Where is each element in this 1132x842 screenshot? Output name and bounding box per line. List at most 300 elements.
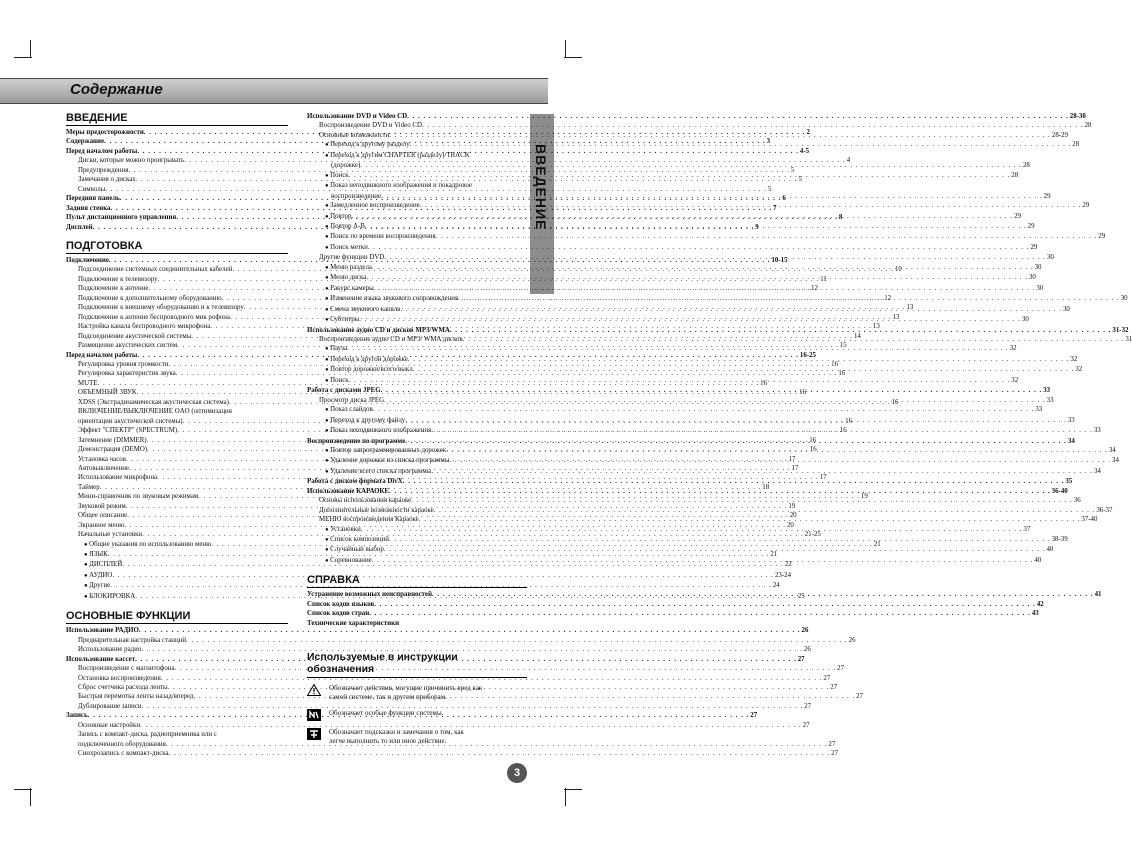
toc-entry-page: 21-25: [804, 531, 821, 539]
toc-entry-page: 34: [1112, 457, 1119, 465]
toc-entry-page: 20: [789, 512, 797, 520]
toc-entry-title: Настройка канала беспроводного микрофона: [78, 323, 211, 331]
section-heading: ОСНОВНЫЕ ФУНКЦИИ: [66, 610, 288, 624]
dot-leader: [389, 535, 1051, 545]
toc-entry-page: 27: [750, 712, 758, 720]
dot-leader: [400, 305, 1062, 315]
toc-entry-page: 28-30: [1069, 113, 1086, 120]
toc-entry-title: Дублирование записи: [78, 702, 142, 710]
toc-entry[interactable]: [66, 407, 288, 416]
toc-entry-page: 43: [1031, 610, 1039, 618]
toc-entry-title: Передняя панель: [66, 195, 120, 203]
toc-entry-title: ● Поиск: [325, 171, 349, 181]
toc-entry-title: ● Субтитры: [325, 315, 359, 325]
toc-entry-title: Подключение к дополнительному оборудованию: [78, 294, 222, 302]
dot-leader: [436, 232, 1098, 242]
toc-entry-title: Размещение акустических систем: [78, 342, 178, 350]
dot-leader: [458, 294, 1120, 304]
crop-mark: [14, 57, 32, 58]
dot-leader: [389, 131, 1051, 140]
toc-entry-page: 20: [786, 521, 794, 529]
toc-entry-title: ● Поиск по времени воспроизведения: [325, 232, 436, 242]
toc-entry-page: 11: [820, 275, 827, 283]
dot-leader: [384, 396, 1046, 405]
toc-entry-title: Диски, которые можно проигрывать: [78, 157, 185, 165]
toc-entry-title: ● Показ неподвижного изображения и покадровое: [325, 181, 472, 191]
toc-entry[interactable]: [307, 181, 527, 191]
toc-entry[interactable]: [307, 405, 1043, 415]
toc-entry-page: 30: [1062, 305, 1070, 313]
dot-leader: [372, 556, 1034, 566]
dot-leader: [472, 181, 526, 191]
toc-entry-title: ОБЪЕМНЫЙ ЗВУК: [78, 389, 137, 397]
dot-leader: [413, 365, 1075, 375]
toc-entry-page: 7: [773, 204, 777, 212]
toc-entry-title: ● Повтор дорожки/всего/выкл: [325, 365, 413, 375]
toc-entry-title: Работа с диском формата DivX: [307, 478, 403, 486]
toc-entry-title: ● ДИСПЛЕЙ: [84, 560, 122, 570]
special-function-icon: [307, 709, 321, 721]
toc-entry-title: ● Удаление всего списка программы: [325, 467, 431, 477]
dot-leader: [434, 506, 1096, 515]
dot-leader: [405, 416, 1067, 426]
toc-entry-title: Установка часов: [78, 455, 126, 463]
crop-mark: [30, 788, 31, 806]
toc-entry-page: 19: [860, 493, 868, 501]
toc-entry-title: Основные возможности: [319, 131, 390, 139]
toc-entry-title: XDSS (Экстрадинамическая акустическая система): [78, 398, 229, 406]
toc-entry-title: Воспроизведение с магнитофона: [78, 665, 175, 673]
dot-leader: [432, 590, 1094, 599]
dot-leader: [419, 515, 1081, 524]
toc-entry-page: 24: [772, 582, 780, 590]
toc-entry-page: 30: [1034, 263, 1042, 271]
toc-entry-page: 5: [767, 185, 772, 193]
toc-entry-page: 9: [755, 223, 759, 231]
toc-entry-title: Дополнительные возможности караоке: [319, 506, 434, 514]
legend-item: [307, 684, 527, 702]
toc-entry-title: Замечания о дисках: [78, 176, 136, 184]
toc-entry-title: Подключение к антенне: [78, 285, 149, 293]
toc-entry[interactable]: [66, 156, 851, 165]
toc-entry-title: Предварительная настройка станций: [78, 636, 187, 644]
dot-leader: [450, 326, 1112, 335]
dot-leader: [374, 284, 1036, 294]
toc-entry-page: 41: [1094, 591, 1102, 599]
toc-entry[interactable]: [66, 730, 288, 739]
toc-entry-page: 34: [1093, 467, 1101, 475]
page-number: 3: [507, 763, 527, 783]
dot-leader: [368, 243, 1030, 253]
toc-entry-page: 16: [809, 436, 817, 444]
toc-entry-page: 16: [891, 398, 899, 406]
dot-leader: [405, 437, 1067, 446]
toc-entry[interactable]: [66, 664, 845, 673]
toc-entry-page: 28: [1084, 122, 1092, 130]
toc-entry-title: MUTE: [78, 379, 98, 387]
toc-entry[interactable]: [307, 192, 1051, 201]
toc-entry-page: 16: [831, 360, 839, 368]
toc-entry-page: 21: [873, 540, 881, 548]
dot-leader: [369, 609, 1031, 618]
toc-entry-title: Пульт дистанционного управления: [66, 214, 177, 222]
toc-entry-page: 37: [1023, 525, 1031, 533]
legend-item: [307, 728, 527, 746]
toc-entry-page: 33: [1035, 406, 1043, 414]
toc-entry-title: Воспроизведение DVD и Video CD: [319, 122, 422, 130]
dot-leader: [349, 376, 1011, 386]
page-title: Содержание: [70, 81, 163, 98]
dot-leader: [365, 222, 1027, 232]
toc-entry-title: ● Замедленное воспроизведение: [325, 201, 420, 211]
toc-entry-page: 16: [809, 446, 817, 454]
toc-entry-title: Использование радио: [78, 646, 142, 654]
toc-entry-page: 28: [1022, 162, 1030, 170]
toc-entry-page: 29: [1014, 212, 1021, 220]
toc-entry-title: ● АУДИО: [84, 571, 112, 581]
toc-entry-title: Остановка воспроизведения: [78, 674, 161, 682]
warning-triangle-icon: [307, 684, 321, 696]
legend-text: Обозначает действия, могущие причинить вред как: [329, 684, 483, 692]
toc-entry[interactable]: [307, 243, 1038, 253]
toc-entry-page: 14: [853, 332, 861, 340]
toc-entry-page: 32: [1070, 355, 1078, 363]
toc-entry-page: 36-40: [1051, 487, 1068, 495]
toc-entry[interactable]: [66, 674, 831, 683]
toc-entry-page: 16: [839, 427, 847, 435]
toc-entry-page: 12: [811, 285, 818, 293]
toc-entry-page: 30: [1021, 316, 1029, 324]
toc-entry-page: 13: [906, 304, 914, 312]
toc-entry[interactable]: [307, 600, 1044, 609]
toc-entry-page: 8: [838, 214, 843, 222]
toc-entry-page: 27: [797, 655, 805, 663]
toc-entry-title: Просмотр диска JPEG: [319, 396, 385, 404]
toc-entry[interactable]: [66, 749, 839, 758]
toc-entry[interactable]: [307, 619, 527, 628]
toc-entry-title: Список кодов языков: [307, 600, 375, 608]
toc-entry-title: Дисплей: [66, 223, 93, 231]
toc-entry-page: 12: [884, 294, 892, 302]
dot-leader: [449, 456, 1111, 466]
toc-entry-page: 27: [828, 740, 836, 748]
toc-entry-page: 16: [760, 379, 768, 387]
toc-entry-page: 4-5: [799, 147, 810, 155]
dot-leader: [431, 467, 1093, 477]
toc-entry-title: Использование кассет: [66, 655, 136, 663]
toc-entry-page: 16: [799, 389, 807, 397]
toc-entry-title: Затемнение (DIMMER): [78, 436, 147, 444]
toc-entry-title: ● Ракурс камеры: [325, 284, 374, 294]
toc-entry[interactable]: [307, 171, 1019, 181]
toc-entry[interactable]: [307, 151, 527, 161]
toc-entry-page: 33: [1093, 427, 1101, 435]
toc-entry-title: Использование аудио CD и дисков MP3/WMA: [307, 326, 450, 334]
toc-entry-page: 31-32: [1112, 326, 1129, 334]
toc-entry-title: Начальные установки: [78, 531, 143, 539]
section-heading: ВВЕДЕНИЕ: [66, 112, 288, 126]
toc-entry-title: Демонстрация (DEMO): [78, 446, 148, 454]
toc-entry-title: Задняя стенка: [66, 204, 111, 212]
toc-entry-page: 27: [856, 693, 864, 701]
toc-entry-title: ● Поиск: [325, 376, 349, 386]
toc-entry-page: 15: [839, 342, 847, 350]
toc-entry[interactable]: [307, 609, 1039, 618]
toc-entry-title: Подключение: [66, 256, 109, 264]
toc-entry[interactable]: [66, 626, 809, 635]
toc-entry[interactable]: [66, 721, 810, 730]
toc-entry-page: 36-37: [1096, 506, 1113, 514]
toc-entry[interactable]: [307, 121, 1092, 130]
dot-leader: [384, 545, 1046, 555]
toc-entry-page: 29: [1082, 202, 1090, 210]
toc-entry-page: 26: [803, 646, 811, 654]
toc-entry-title: ● Повтор запрограммированных дорожек: [325, 446, 446, 456]
toc-entry-page: 18: [762, 483, 770, 491]
toc-entry-title: Содержание: [66, 138, 105, 146]
toc-entry-page: 29: [1098, 233, 1106, 241]
toc-entry-title: ● Переход к другому разделу: [325, 140, 410, 150]
dot-leader: [361, 525, 1023, 535]
toc-entry-page: 5: [791, 166, 795, 174]
toc-entry-title: ВКЛЮЧЕНИЕ/ВЫКЛЮЧЕНИЕ OAO (оптимизация: [78, 408, 232, 416]
toc-entry-title: ● Изменение языка звукового сопровождения: [325, 294, 458, 304]
toc-entry-title: Основы использования караоке: [319, 497, 412, 505]
toc-entry-title: Другие функции DVD: [319, 254, 385, 262]
toc-entry-title: ● Случайный выбор: [325, 545, 384, 555]
toc-entry[interactable]: [66, 655, 805, 664]
toc-entry-title: Предупреждения: [78, 166, 129, 174]
toc-entry-title: ● Поиск метки: [325, 243, 368, 253]
toc-entry-page: 33: [1067, 416, 1075, 424]
toc-entry-title: Подсоединение акустической системы: [78, 332, 192, 340]
toc-entry-title: ● Показ неподвижного изображения: [325, 426, 431, 436]
toc-entry-title: Перед началом работы: [66, 351, 138, 359]
toc-entry-title: Таймер: [78, 483, 100, 491]
toc-entry-page: [526, 181, 527, 191]
toc-entry-title: Воспроизведение по программе: [307, 437, 406, 445]
legend: [307, 651, 527, 753]
dot-leader: [407, 112, 1069, 121]
toc-entry-page: 27: [823, 674, 831, 682]
toc-entry-page: 23-24: [774, 571, 792, 579]
toc-entry[interactable]: [66, 581, 780, 591]
toc-entry-title: ● Список композиций: [325, 535, 389, 545]
toc-entry[interactable]: [307, 201, 1090, 211]
toc-entry-title: ● Соревнование: [325, 556, 372, 566]
toc-entry-page: 17: [819, 474, 827, 482]
header-bar: [0, 78, 548, 104]
dot-leader: [366, 273, 1028, 283]
toc-entry-page: 3: [766, 138, 771, 146]
toc-entry-page: 30: [1036, 284, 1044, 292]
toc-entry-title: ● Переход к другой дорожке: [325, 355, 408, 365]
toc-entry-title: Символы: [78, 185, 106, 193]
toc-entry-page: 22: [784, 561, 792, 569]
toc-entry-page: 5: [798, 176, 802, 184]
toc-entry[interactable]: [307, 112, 1086, 121]
crop-mark: [30, 40, 31, 58]
toc-entry-title: Эффект "СПЕКТР" (SPECTRUM): [78, 427, 178, 435]
toc-entry-title: Подключение к телевизору: [78, 275, 158, 283]
dot-leader: [373, 405, 1035, 415]
toc-entry-title: Список кодов стран: [307, 610, 370, 618]
dot-leader: [446, 446, 1108, 456]
toc-entry-page: 6: [782, 195, 786, 203]
toc-entry-title: ● Показ слайдов: [325, 405, 373, 415]
toc-entry-page: 27: [804, 702, 812, 710]
toc-entry-page: 30: [1120, 295, 1128, 303]
toc-entry-page: 27: [830, 684, 838, 692]
legend-item: [307, 709, 527, 721]
toc-entry-title: Автовыключение: [78, 464, 129, 472]
toc-entry-title: Использование DVD и Video CD: [307, 113, 408, 120]
toc-entry[interactable]: [307, 131, 1068, 140]
legend-text: самой системе, так и другим приборам.: [329, 693, 447, 701]
toc-entry-page: 2: [806, 129, 810, 136]
toc-entry-page: 29: [1027, 222, 1035, 230]
toc-entry-page: 34: [1067, 437, 1075, 445]
crop-mark: [565, 40, 566, 58]
toc-entry[interactable]: [66, 530, 821, 539]
toc-entry-title: Основные настройки: [78, 721, 141, 729]
toc-entry-title: подключенного оборудования: [78, 740, 166, 748]
dot-leader: [381, 386, 1043, 395]
toc-entry[interactable]: [66, 645, 811, 654]
crop-mark: [14, 789, 32, 790]
toc-entry-page: 13: [892, 313, 900, 321]
toc-entry-title: Использование РАДИО: [66, 627, 139, 635]
toc-entry-page: 29: [1043, 192, 1051, 200]
dot-leader: [347, 344, 1009, 354]
toc-entry-page: 13: [872, 323, 880, 331]
dot-leader: [408, 355, 1070, 365]
toc-entry-title: ● Другие: [84, 581, 110, 591]
toc-entry[interactable]: [307, 326, 1129, 335]
toc-entry-title: Звуковой режим: [78, 502, 126, 510]
toc-entry-page: [526, 619, 527, 628]
toc-entry-page: 28-29: [1051, 131, 1068, 139]
toc-entry[interactable]: [307, 161, 1030, 170]
toc-entry-title: Сброс счетчика расхода ленты: [78, 684, 168, 692]
crop-mark: [565, 788, 566, 806]
toc-entry-title: Запись: [66, 712, 88, 720]
dot-leader: [420, 201, 1082, 211]
toc-entry-title: Перед началом работы: [66, 147, 138, 155]
dot-leader: [349, 171, 1011, 181]
dot-leader: [372, 263, 1034, 273]
toc-entry-title: ● БЛОКИРОВКА: [84, 592, 135, 602]
toc-entry-page: 35: [1065, 478, 1073, 486]
toc-entry-page: 21: [770, 551, 778, 559]
dot-leader: [399, 619, 526, 628]
toc-entry-title: ● Повтор A-B: [325, 222, 365, 232]
dot-leader: [463, 335, 1125, 344]
toc-entry-page: 25: [797, 592, 805, 600]
toc-entry-page: 40: [1046, 546, 1054, 554]
toc-entry-page: [526, 151, 527, 161]
toc-entry-page: 33: [1043, 387, 1051, 395]
dot-leader: [351, 212, 1013, 222]
legend-text: Обозначает особые функции системы.: [329, 709, 444, 717]
tip-note-icon: [307, 728, 321, 740]
toc-entry-title: Подключение к антенне беспроводного мик рофона: [78, 313, 230, 321]
toc-entry-title: ориентации акустической системы): [78, 417, 183, 425]
dot-leader: [381, 192, 1043, 201]
toc-entry-title: Экранное меню: [78, 521, 125, 529]
toc-entry-page: 19: [788, 502, 796, 510]
toc-entry-title: ● Установки: [325, 525, 361, 535]
toc-entry-title: Использование микрофона: [78, 474, 158, 482]
toc-entry-page: [287, 407, 288, 416]
toc-entry[interactable]: [66, 360, 839, 369]
toc-entry-page: 17: [791, 464, 799, 472]
toc-entry[interactable]: [66, 636, 856, 645]
crop-mark: [564, 57, 582, 58]
toc-entry-page: 26: [801, 627, 809, 635]
toc-entry-title: МЕНЮ воспроизведения Караоке: [319, 516, 419, 524]
toc-entry[interactable]: [307, 212, 1021, 222]
crop-mark: [564, 789, 582, 790]
toc-entry-page: 27: [802, 721, 810, 729]
toc-entry-page: 37-40: [1081, 516, 1098, 524]
toc-entry-page: 27: [831, 750, 839, 758]
toc-entry-title: ● Меню раздела: [325, 263, 372, 273]
toc-entry[interactable]: [307, 232, 1106, 242]
section-heading: ПОДГОТОВКА: [66, 240, 288, 254]
dot-leader: [403, 477, 1065, 486]
toc-entry-page: 16: [845, 417, 853, 425]
toc-entry-title: ● Повтор: [325, 212, 351, 222]
toc-entry-page: 34: [1108, 446, 1116, 454]
toc-entry-page: 40: [1034, 556, 1042, 564]
toc-entry-title: ● Удаление дорожки из списка программы: [325, 456, 449, 466]
legend-text: Обозначает подсказки и замечания о том, как: [329, 728, 464, 736]
toc-entry-page: 27: [837, 665, 845, 673]
section-heading: СПРАВКА: [307, 574, 527, 588]
toc-entry-title: Регулировка уровня громкости: [78, 360, 169, 368]
dot-leader: [389, 487, 1051, 496]
toc-entry-page: 26: [848, 636, 856, 644]
toc-entry[interactable]: [307, 222, 1035, 232]
toc-entry-page: 28: [1011, 171, 1019, 179]
dot-leader: [186, 636, 848, 645]
toc-entry-title: ● ЯЗЫК: [84, 550, 108, 560]
toc-entry-page: 32: [1009, 345, 1017, 353]
toc-entry-page: 16-25: [799, 351, 816, 359]
dot-leader: [410, 140, 1072, 150]
dot-leader: [411, 496, 1073, 505]
dot-leader: [359, 315, 1021, 325]
dot-leader: [384, 253, 1046, 262]
toc-entry-title: Воспроизведение аудио CD и MP3/ WMA дисков: [319, 335, 463, 343]
toc-entry-page: 16: [838, 370, 846, 378]
toc-entry-title: Синхрозапись с компакт-диска: [78, 750, 169, 758]
toc-entry-title: Устранение возможных неисправностей: [307, 591, 432, 599]
toc-entry-title: (дорожке): [331, 162, 361, 170]
toc-entry-title: Использование КАРАОКЕ: [307, 487, 390, 495]
toc-entry[interactable]: [307, 140, 1080, 150]
toc-entry[interactable]: [66, 702, 812, 711]
toc-entry-title: ● Меню диска: [325, 273, 366, 283]
toc-entry-page: 33: [1046, 396, 1054, 404]
toc-entry-title: Подсоединение системных соединительных кабелей: [78, 266, 233, 274]
toc-entry-title: ● Смена звукового канала: [325, 305, 400, 315]
toc-entry-page: 28: [1072, 141, 1080, 149]
dot-leader: [217, 730, 287, 739]
toc-entry-title: Технические характеристики: [307, 619, 400, 627]
toc-entry-title: ● Пауза: [325, 344, 347, 354]
